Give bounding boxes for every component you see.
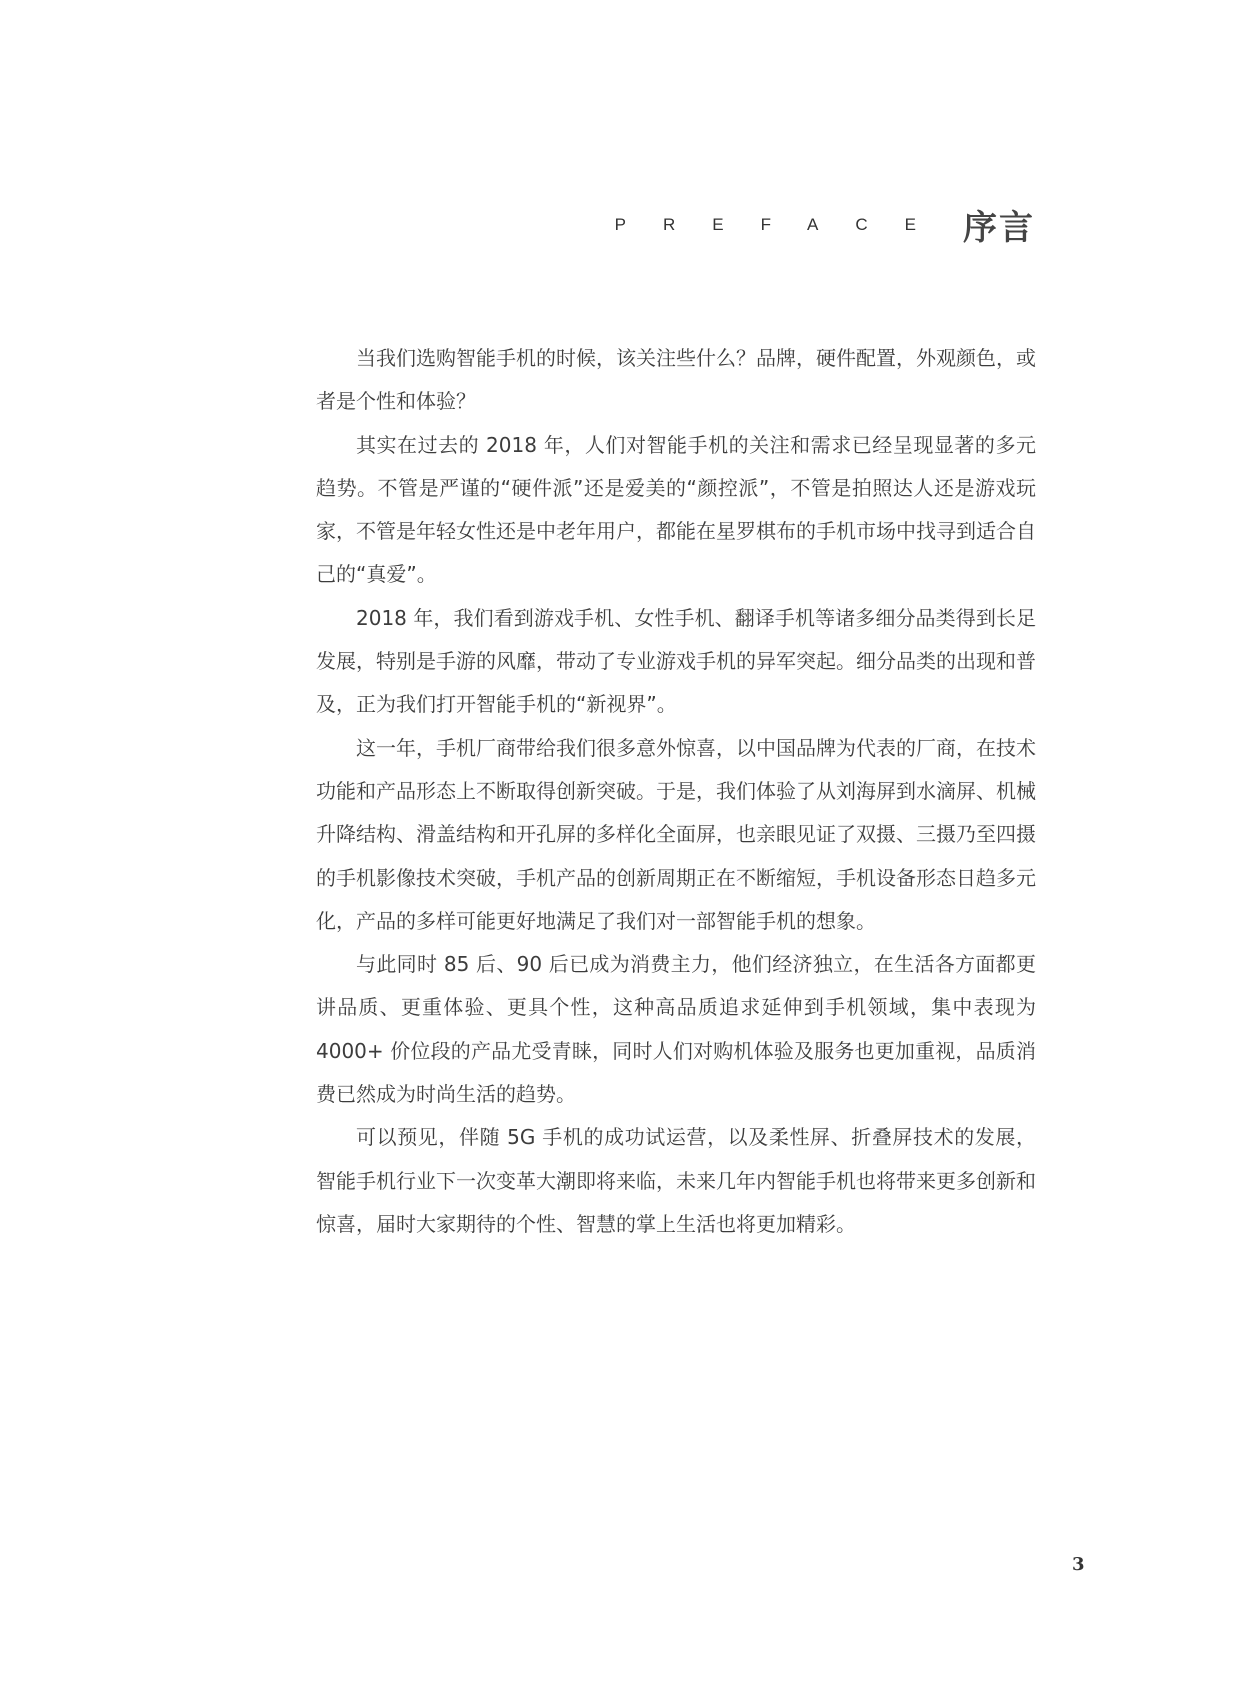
paragraph: 2018 年，我们看到游戏手机、女性手机、翻译手机等诸多细分品类得到长足发展，特别是手游的风靡，带动了专业游戏手机的异军突起。细分品类的出现和普及，正为我们打开智能手机的“新视界”。 [316, 605, 1036, 717]
preface-body [316, 337, 1036, 1246]
page-number: 3 [1072, 1554, 1085, 1575]
preface-title-english: PREFACE [614, 214, 953, 234]
paragraph: 其实在过去的 2018 年，人们对智能手机的关注和需求已经呈现显著的多元趋势。不管是严谨的“硬件派”还是爱美的“颜控派”，不管是拍照达人还是游戏玩家，不管是年轻女性还是中老年用户，都能在星罗棋布的手机市场中找寻到适合自己的“真爱”。 [316, 432, 1036, 587]
paragraph: 当我们选购智能手机的时候，该关注些什么？品牌，硬件配置，外观颜色，或者是个性和体验？ [316, 346, 1036, 414]
paragraph: 这一年，手机厂商带给我们很多意外惊喜，以中国品牌为代表的厂商，在技术功能和产品形态上不断取得创新突破。于是，我们体验了从刘海屏到水滴屏、机械升降结构、滑盖结构和开孔屏的多样化全面屏，也亲眼见证了双摄、三摄乃至四摄的手机影像技术突破，手机产品的创新周期正在不断缩短，手机设备形态日趋多元化，产品的多样可能更好地满足了我们对一部智能手机的想象。 [316, 735, 1036, 933]
paragraph: 与此同时 85 后、90 后已成为消费主力，他们经济独立，在生活各方面都更讲品质、更重体验、更具个性，这种高品质追求延伸到手机领域，集中表现为 4000+ 价位段的产品尤受青睐，同时人们对购机体验及服务也更加重视，品质消费已然成为时尚生活的趋势。 [316, 952, 1036, 1107]
page-header [615, 200, 1035, 249]
paragraph: 可以预见，伴随 5G 手机的成功试运营，以及柔性屏、折叠屏技术的发展，智能手机行业下一次变革大潮即将来临，未来几年内智能手机也将带来更多创新和惊喜，届时大家期待的个性、智慧的掌上生活也将更加精彩。 [316, 1125, 1036, 1236]
preface-title-chinese: 序言 [963, 208, 1035, 248]
